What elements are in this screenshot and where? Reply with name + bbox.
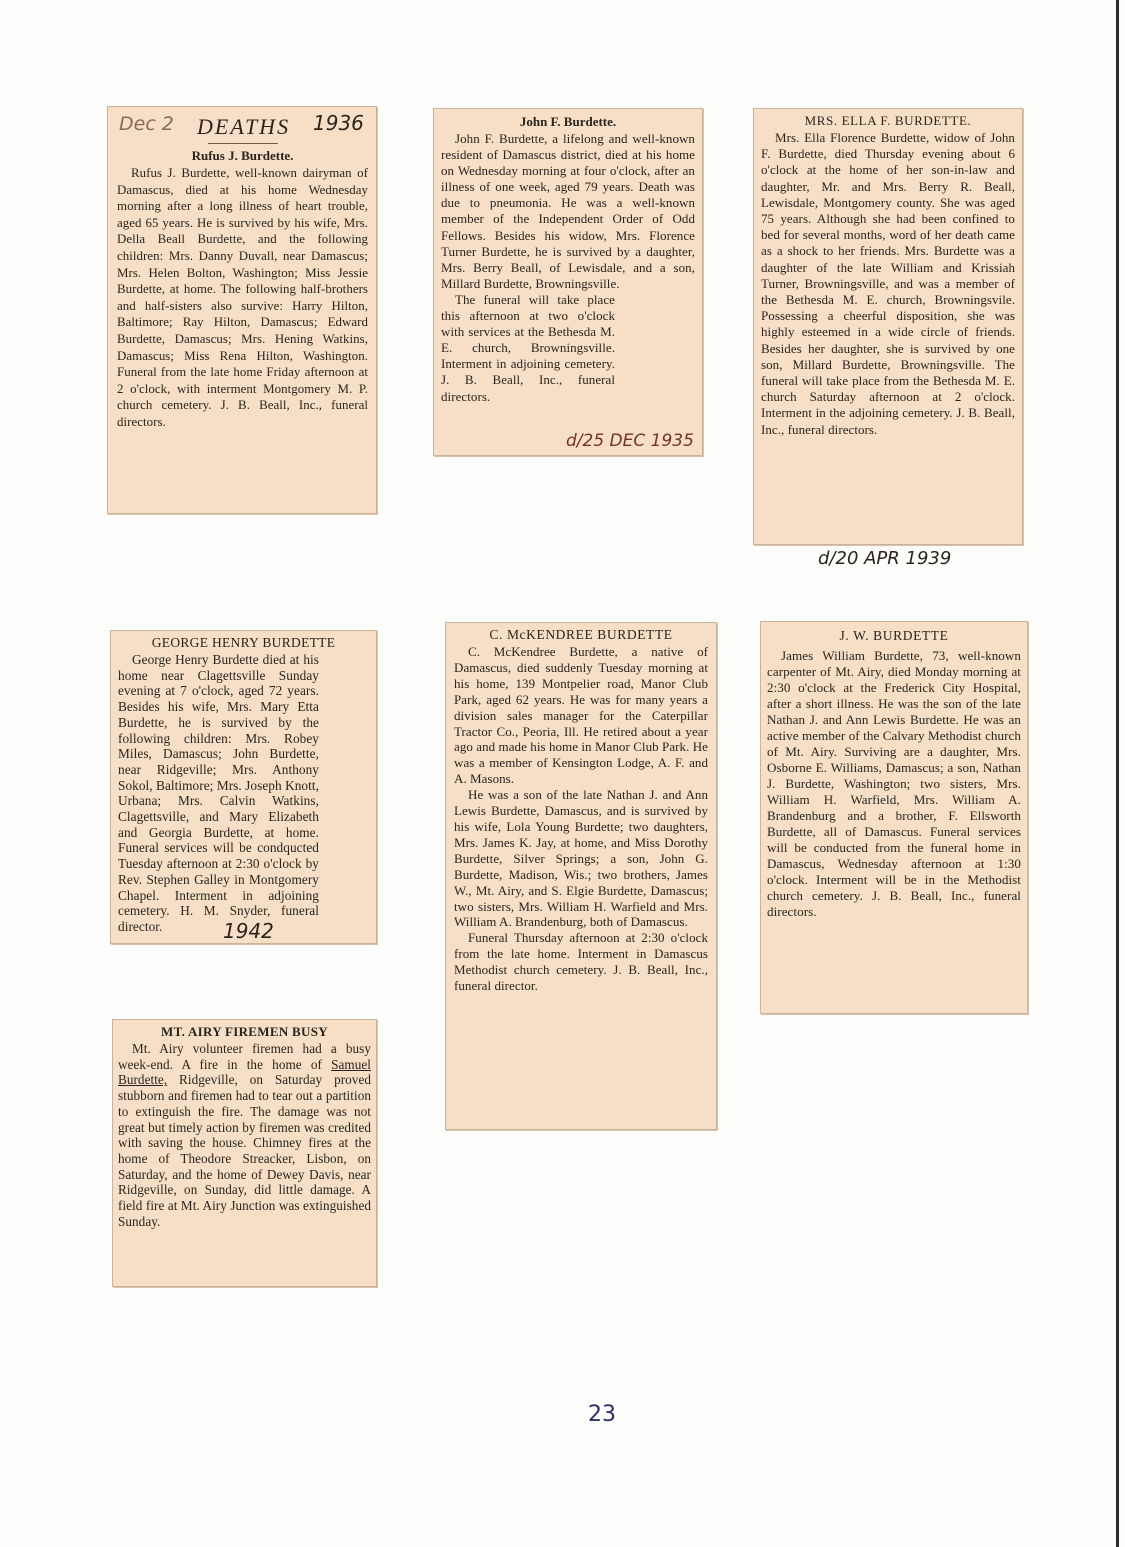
jw-burdette-clipping — [760, 621, 1028, 1014]
handwritten-year: 1936 — [313, 111, 364, 135]
firemen-clipping — [112, 1019, 377, 1287]
obituary-text: George Henry Burdette died at his home near Clagettsville Sunday evening at 7 o'clock, aged 72 years. Besides his wife, Mrs. Mary Etta Burdette, he is survived by the following children: Mrs. Robey Miles, Damascus; John Burdette, near Ridgeville; Mrs. Anthony Sokol, Baltimore; Mrs. Joseph Knott, Urbana; Mrs. Calvin Watkins, Clagettsville, and Mary Elizabeth and Georgia Burdette, at home. Funeral services will be condqucted Tuesday afternoon at 2:30 o'clock by Rev. Stephen Galley in Montgomery Chapel. Interment in adjoining cemetery. H. M. Snyder, funeral director. — [118, 652, 319, 934]
obituary-text: C. McKendree Burdette, a native of Damascus, died suddenly Tuesday morning at his home, 139 Montpelier road, Manor Club Park, aged 62 years. He was for many years a division sales manager for the Caterpillar Tractor Co., Peoria, Ill. He retired about a year ago and made his home in Manor Club Park. He was a member of Kensington Lodge, A. F. and A. Masons. — [454, 644, 708, 787]
obituary-name: GEORGE HENRY BURDETTE — [151, 635, 336, 650]
article-text — [118, 1041, 371, 1229]
article-text-start: Mt. Airy volunteer firemen had a busy week-end. A fire in the home of — [118, 1041, 371, 1072]
handwritten-date: Dec 2 — [119, 113, 174, 135]
john-burdette-clipping — [433, 108, 703, 456]
george-burdette-clipping — [110, 630, 377, 944]
obituary-text: Rufus J. Burdette, well-known dairyman of Damascus, died at his home Wednesday morning after a long illness of heart trouble, aged 65 years. He is survived by his wife, Mrs. Della Beall Burdette, and the following children: Mrs. Danny Duvall, near Damascus; Mrs. Helen Bolton, Washington; Miss Jessie Burdette, at home. The following half-brothers and half-sisters also survive: Harry Hilton, Baltimore; Ray Hilton, Damascus; Edward Burdette, Damascus; Mrs. Hening Watkins, Damascus; Miss Rena Hilton, Washington. Funeral from the late home Friday afternoon at 2 o'clock, with interment Montgomery M. P. church cemetery. J. B. Beall, Inc., funeral directors. — [117, 166, 368, 429]
funeral-text: Funeral Thursday afternoon at 2:30 o'clock from the late home. Interment in Damascus Methodist church cemetery. J. B. Beall, Inc., funeral director. — [454, 930, 708, 994]
handwritten-year: 1942 — [223, 919, 274, 943]
deaths-heading: DEATHS — [197, 114, 291, 139]
obituary-name: Rufus J. Burdette. — [191, 148, 294, 163]
handwritten-death-date: d/20 APR 1939 — [818, 548, 952, 569]
heading-rule — [208, 143, 278, 144]
article-text-end: Ridgeville, on Saturday proved stubborn and firemen had to tear out a partition to extinguish the fire. The damage was not great but timely action by firemen was credited with saving the house. Chimney fires at the home of Theodore Streacker, Lisbon, on Saturday, and the home of Dewey Davis, near Ridgeville, on Sunday, did little damage. A field fire at Mt. Airy Junction was extinguished Sunday. — [118, 1072, 371, 1229]
obituary-name: J. W. BURDETTE — [839, 628, 949, 643]
page-edge-line — [1116, 0, 1119, 1547]
mckendree-burdette-clipping — [445, 622, 717, 1130]
ella-burdette-clipping — [753, 108, 1023, 545]
obituary-name: MRS. ELLA F. BURDETTE. — [804, 113, 972, 128]
deaths-heading-row — [117, 111, 368, 141]
obituary-text: James William Burdette, 73, well-known carpenter of Mt. Airy, died Monday morning at 2:30 o'clock at the Frederick City Hospital, after a short illness. He was the son of the late Nathan J. and Ann Lewis Burdette. He was an active member of the Calvary Methodist church of Mt. Airy. Surviving are a daughter, Mrs. Osborne E. Williams, Damascus; a son, Nathan J. Burdette, Washington; two sisters, Mrs. William H. Warfield, Mrs. William A. Brandenburg and a brother, F. Ellsworth Burdette, all of Damascus. Funeral services will be conducted from the funeral home in Damascus, Wednesday afternoon at 1:30 o'clock. Interment will be in the Methodist church cemetery. J. B. Beall, Inc., funeral directors. — [767, 648, 1021, 919]
underlined-name: Samuel Burdette, — [118, 1056, 371, 1088]
handwritten-death-date: d/25 DEC 1935 — [566, 431, 694, 451]
obituary-name: C. McKENDREE BURDETTE — [489, 627, 673, 642]
page-number: 23 — [588, 1402, 616, 1427]
survivors-text: He was a son of the late Nathan J. and Ann Lewis Burdette, Damascus, and is survived by his wife, Lola Young Burdette; two daughters, Mrs. James K. Jay, at home, and Miss Dorothy Burdette, Silver Springs; a son, John G. Burdette, Madison, Wis.; two brothers, James W., Mt. Airy, and S. Elgie Burdette, Damascus; two sisters, Mrs. William H. Warfield and Mrs. William A. Brandenburg, both of Damascus. — [454, 787, 708, 930]
funeral-text: The funeral will take place this afternoon at two o'clock with services at the Bethesda M. E. church, Browningsville. Interment in adjoining cemetery. J. B. Beall, Inc., funeral directors. — [441, 291, 615, 404]
obituary-text: John F. Burdette, a lifelong and well-known resident of Damascus district, died at his home on Wednesday morning at four o'clock, after an illness of one week, aged 79 years. Death was due to pneumonia. He was a well-known member of the Independent Order of Odd Fellows. Besides his widow, Mrs. Florence Turner Burdette, he is survived by a daughter, Mrs. Berry Beall, of Lewisdale, and a son, Millard Burdette, Browningsville. — [441, 131, 695, 291]
deaths-clipping — [107, 106, 377, 514]
article-headline: MT. AIRY FIREMEN BUSY — [161, 1024, 328, 1039]
obituary-name: John F. Burdette. — [519, 114, 617, 129]
obituary-text: Mrs. Ella Florence Burdette, widow of John F. Burdette, died Thursday evening about 6 o'clock at the home of her son-in-law and daughter, Mr. and Mrs. Berry R. Beall, Lewisdale, Montgomery county. She was aged 75 years. Although she had been confined to bed for several months, word of her death came as a shock to her friends. Mrs. Burdette was a daughter of the late William and Krissiah Turner, Browningsville, and was a member of the Bethesda M. E. church, Browningsvile. Possessing a cheerful disposition, she was highly esteemed in a wide circle of friends. Besides her daughter, she is survived by one son, Millard Burdette, Browningsville. The funeral will take place from the Bethesda M. E. church Saturday afternoon at 2 o'clock. Interment in the adjoining cemetery. J. B. Beall, Inc., funeral directors. — [761, 130, 1015, 437]
